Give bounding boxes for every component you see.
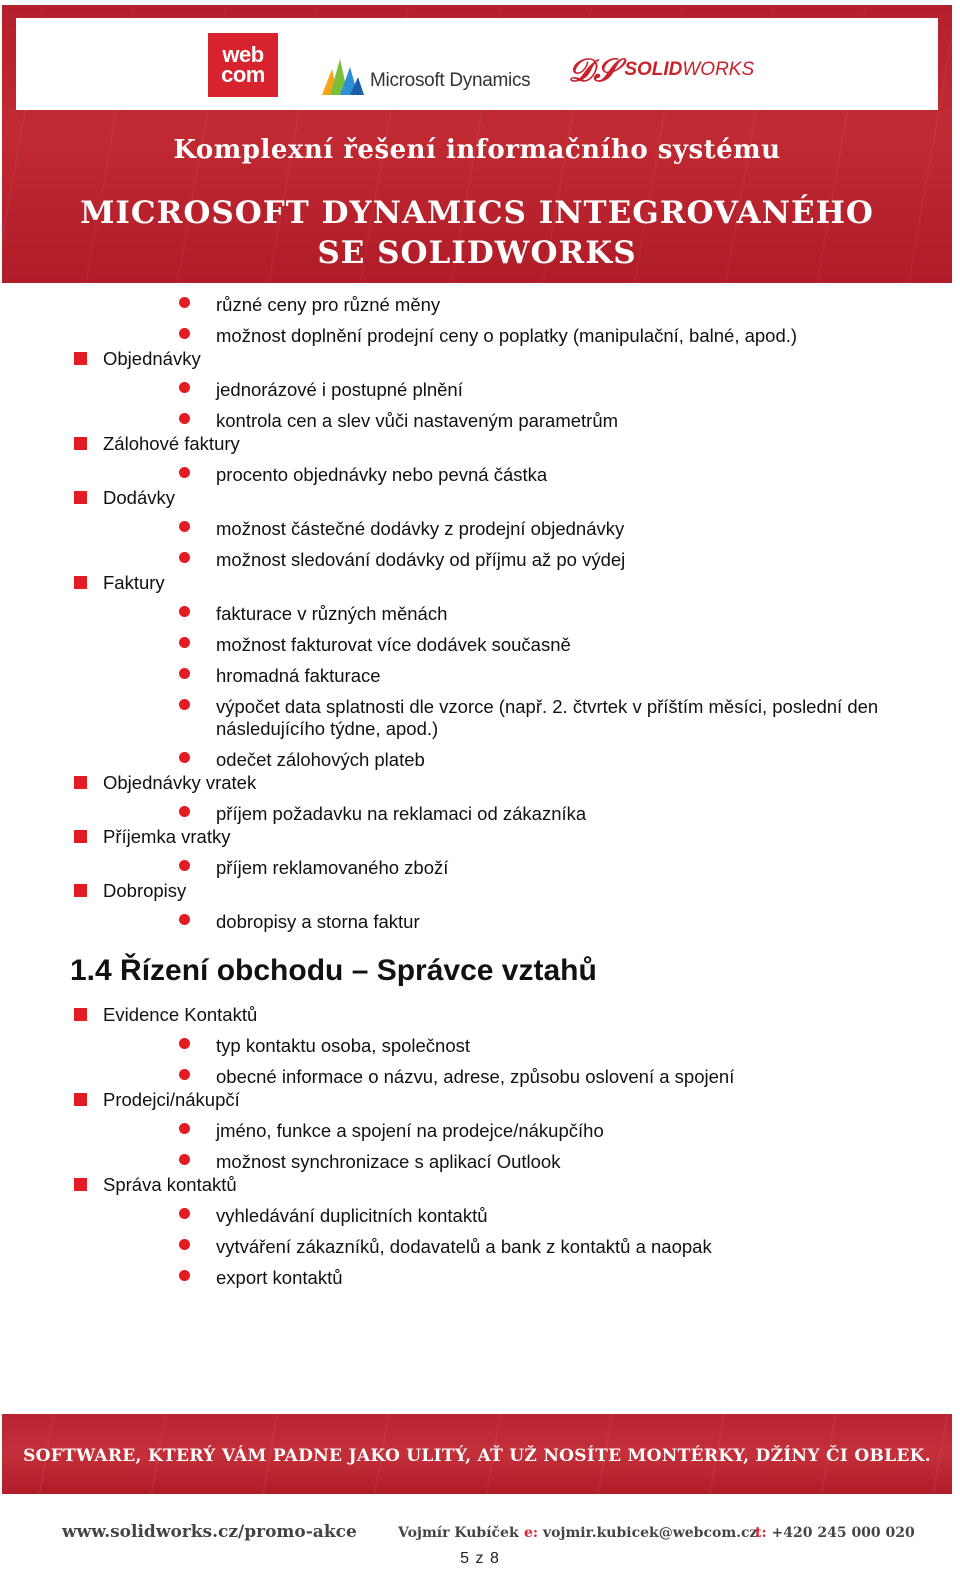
list-item: fakturace v různých měnách — [216, 603, 448, 624]
list-heading: Evidence Kontaktů — [103, 1004, 258, 1025]
solidworks-label-bold: SOLID — [624, 59, 683, 80]
bullet-dot-icon — [179, 1239, 190, 1250]
page-number: 5 z 8 — [460, 1550, 500, 1567]
banner-title-line1: MICROSOFT DYNAMICS INTEGROVANÉHO — [80, 195, 874, 231]
bullet-dot-icon — [179, 914, 190, 925]
banner-title-line2: SE SOLIDWORKS — [317, 235, 637, 271]
list-item: možnost synchronizace s aplikací Outlook — [216, 1151, 561, 1172]
phone-value: +420 245 000 020 — [771, 1525, 915, 1541]
solidworks-label-light: WORKS — [682, 59, 755, 80]
list-item: možnost fakturovat více dodávek současně — [216, 634, 571, 655]
bullet-dot-icon — [179, 467, 190, 478]
list-item: jednorázové i postupné plnění — [216, 379, 463, 400]
bullet-dot-icon — [179, 606, 190, 617]
bullet-dot-icon — [179, 328, 190, 339]
bullet-dot-icon — [179, 1270, 190, 1281]
list-heading: Dodávky — [103, 487, 175, 508]
footer-phone — [755, 1525, 915, 1541]
banner-subtitle: Komplexní řešení informačního systému — [173, 135, 781, 165]
bullet-dot-icon — [179, 1069, 190, 1080]
bullet-dot-icon — [179, 382, 190, 393]
list-heading: Objednávky — [103, 348, 201, 369]
list-item: výpočet data splatnosti dle vzorce (např. 2. čtvrtek v příštím měsíci, poslední den následujícího týdne, apod.) — [216, 696, 879, 739]
list-item: hromadná fakturace — [216, 665, 381, 686]
bullet-square-icon — [74, 1093, 87, 1106]
list-heading: Příjemka vratky — [103, 826, 231, 847]
email-key: e: — [524, 1525, 539, 1541]
list-item: kontrola cen a slev vůči nastaveným parametrům — [216, 410, 619, 431]
bullet-square-icon — [74, 884, 87, 897]
bullet-dot-icon — [179, 1154, 190, 1165]
list-item: možnost sledování dodávky od příjmu až po výdej — [216, 549, 626, 570]
list-heading: Objednávky vratek — [103, 772, 257, 793]
footer-contact-name: Vojmír Kubíček — [398, 1525, 519, 1541]
bullet-dot-icon — [179, 521, 190, 532]
list-heading: Správa kontaktů — [103, 1174, 237, 1195]
list-heading: Faktury — [103, 572, 165, 593]
section-heading: 1.4 Řízení obchodu – Správce vztahů — [70, 954, 597, 987]
list-item: různé ceny pro různé měny — [216, 294, 441, 315]
list-item: příjem reklamovaného zboží — [216, 857, 449, 878]
bullet-dot-icon — [179, 699, 190, 710]
footer-slogan: SOFTWARE, KTERÝ VÁM PADNE JAKO ULITÝ, AŤ UŽ NOSÍTE MONTÉRKY, DŽÍNY ČI OBLEK. — [23, 1446, 931, 1466]
webcom-logo-line2: com — [221, 62, 265, 87]
bullet-square-icon — [74, 1178, 87, 1191]
bullet-dot-icon — [179, 1038, 190, 1049]
list-item: příjem požadavku na reklamaci od zákazníka — [216, 803, 587, 824]
bullet-dot-icon — [179, 413, 190, 424]
bullet-dot-icon — [179, 637, 190, 648]
footer-website[interactable]: www.solidworks.cz/promo-akce — [62, 1522, 357, 1542]
bullet-dot-icon — [179, 860, 190, 871]
bullet-dot-icon — [179, 668, 190, 679]
list-item: možnost částečné dodávky z prodejní objednávky — [216, 518, 625, 539]
list-item: procento objednávky nebo pevná částka — [216, 464, 548, 485]
list-item: jméno, funkce a spojení na prodejce/nákupčího — [216, 1120, 604, 1141]
microsoft-dynamics-label: Microsoft Dynamics — [370, 70, 531, 91]
bullet-dot-icon — [179, 297, 190, 308]
webcom-logo-line1: web — [222, 42, 264, 67]
footer-banner — [2, 1414, 952, 1494]
bullet-square-icon — [74, 352, 87, 365]
list-item: typ kontaktu osoba, společnost — [216, 1035, 471, 1056]
list-item: vytváření zákazníků, dodavatelů a bank z kontaktů a naopak — [216, 1236, 712, 1257]
bullet-square-icon — [74, 830, 87, 843]
bullet-square-icon — [74, 437, 87, 450]
list-heading: Prodejci/nákupčí — [103, 1089, 240, 1110]
solidworks-ds-icon: 𝒟𝒮 — [568, 52, 619, 88]
list-item: možnost doplnění prodejní ceny o poplatky (manipulační, balné, apod.) — [216, 325, 798, 346]
bullet-square-icon — [74, 1008, 87, 1021]
list-item: odečet zálohových plateb — [216, 749, 425, 770]
bullet-dot-icon — [179, 552, 190, 563]
email-value[interactable]: vojmir.kubicek@webcom.cz — [542, 1525, 758, 1541]
bullet-square-icon — [74, 776, 87, 789]
bullet-dot-icon — [179, 806, 190, 817]
bullet-square-icon — [74, 576, 87, 589]
list-heading: Dobropisy — [103, 880, 187, 901]
list-heading: Zálohové faktury — [103, 433, 240, 454]
bullet-dot-icon — [179, 1123, 190, 1134]
footer-email — [524, 1525, 757, 1541]
list-item: obecné informace o názvu, adrese, způsobu oslovení a spojení — [216, 1066, 735, 1087]
phone-key: t: — [755, 1525, 767, 1541]
list-item: dobropisy a storna faktur — [216, 911, 420, 932]
bullet-square-icon — [74, 491, 87, 504]
bullet-dot-icon — [179, 752, 190, 763]
list-item: vyhledávání duplicitních kontaktů — [216, 1205, 488, 1226]
bullet-dot-icon — [179, 1208, 190, 1219]
list-item: export kontaktů — [216, 1267, 343, 1288]
